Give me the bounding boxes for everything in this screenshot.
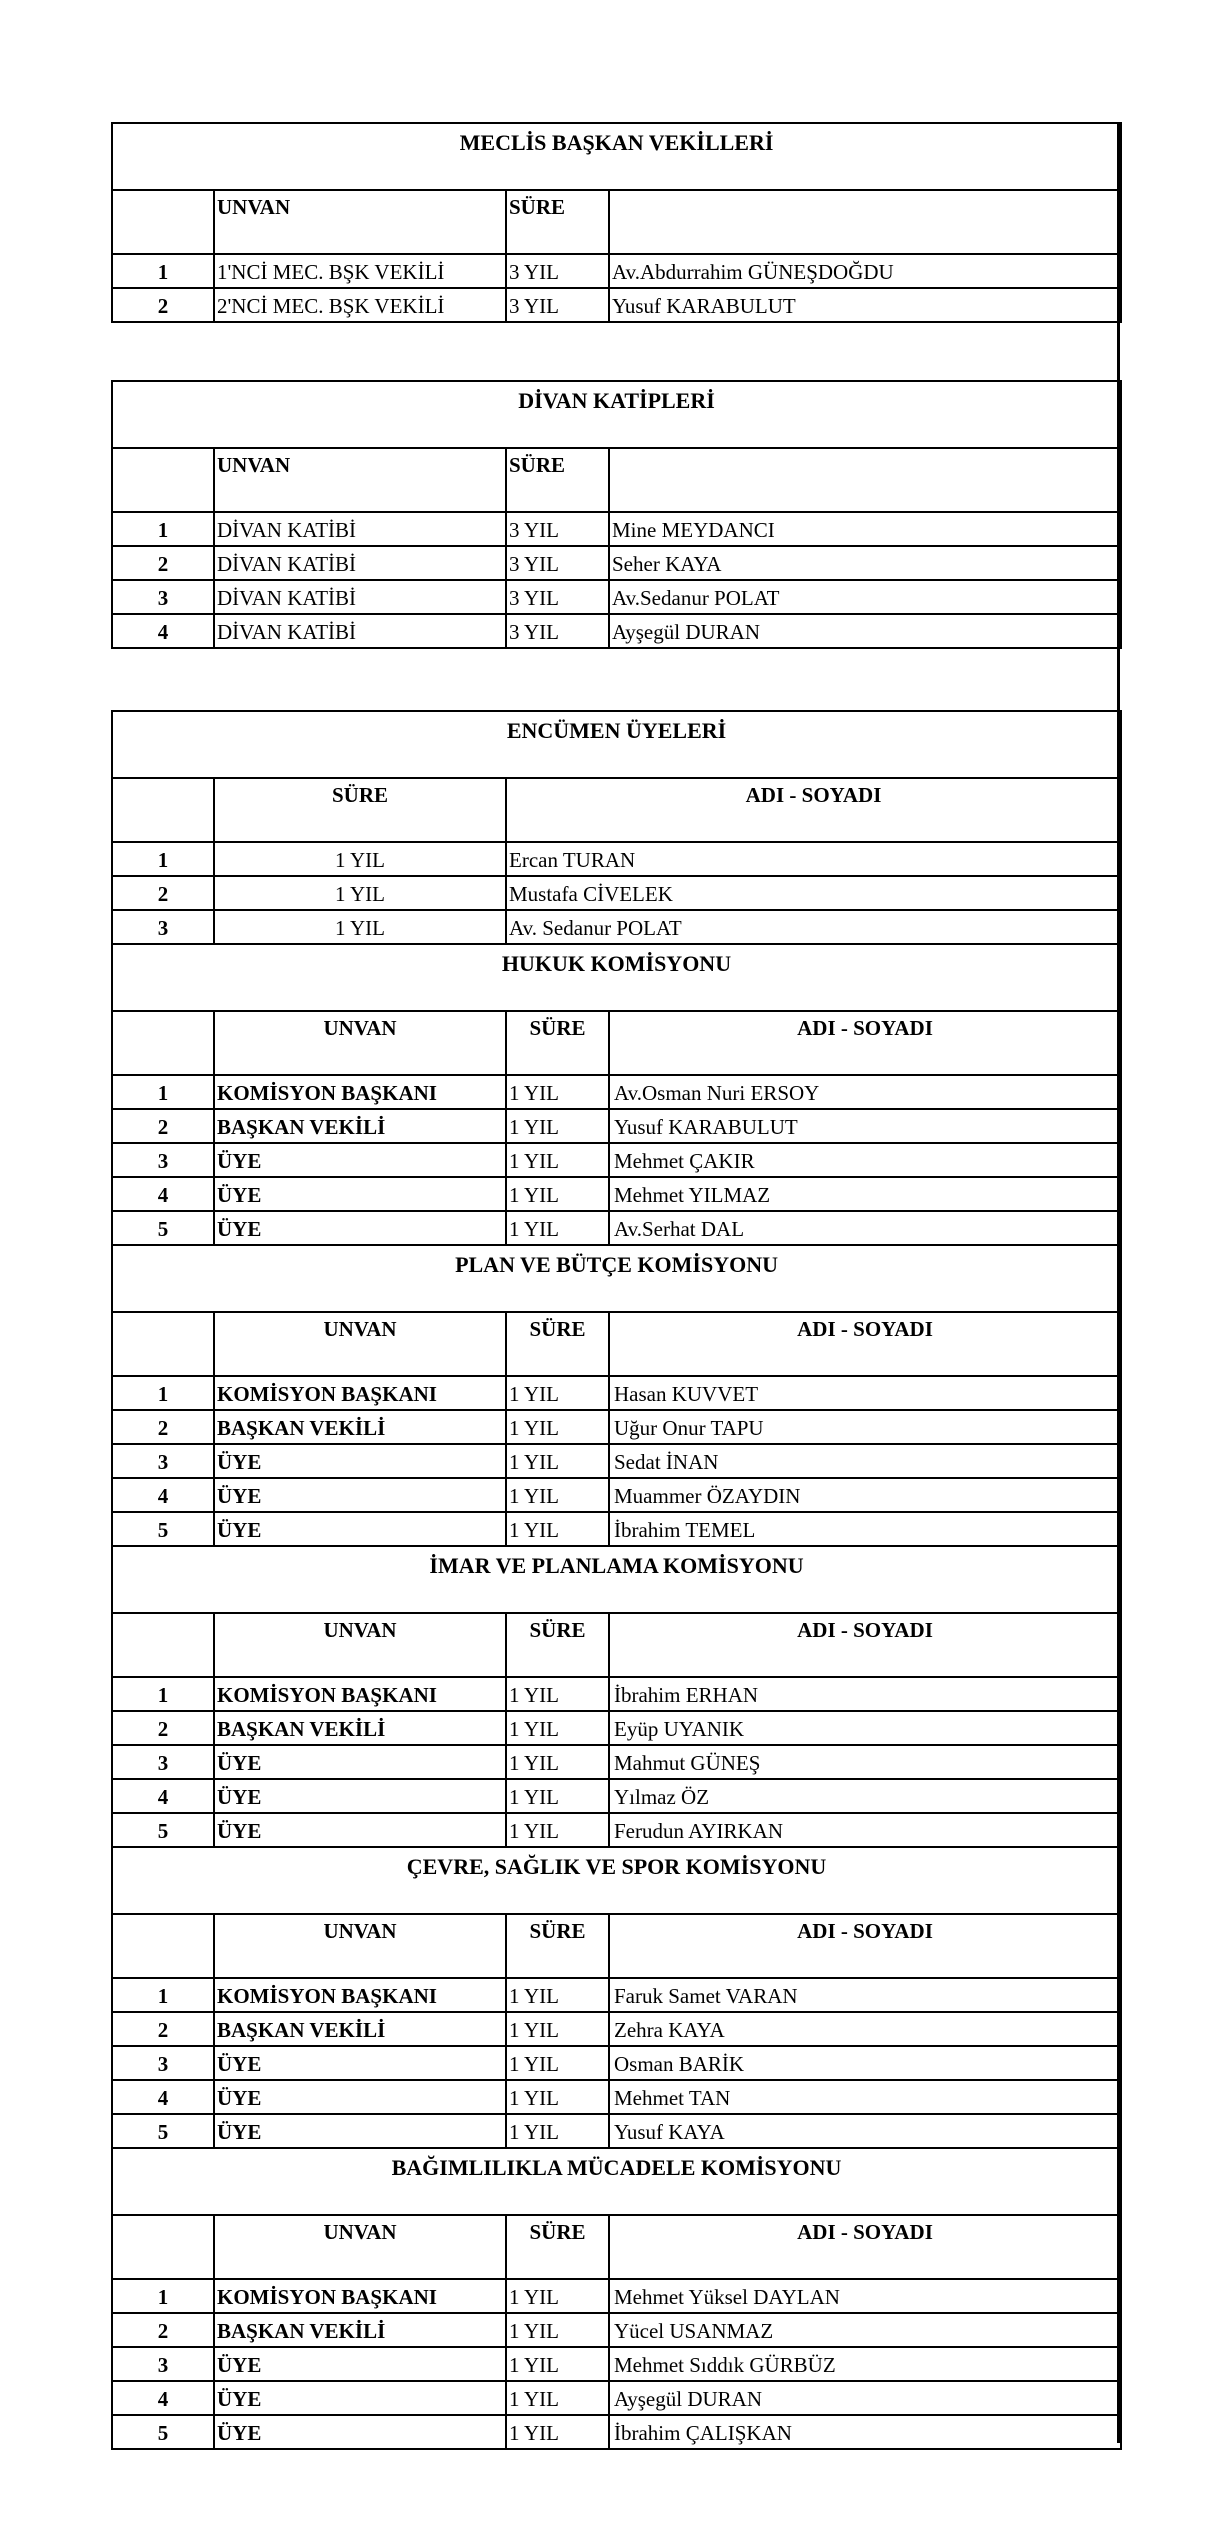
table-row xyxy=(112,1711,1121,1745)
header-ad: ADI - SOYADI xyxy=(609,1613,1121,1677)
table-row xyxy=(112,2080,1121,2114)
row-number: 2 xyxy=(112,1109,214,1143)
row-number: 4 xyxy=(112,2080,214,2114)
row-sure: 1 YIL xyxy=(506,1109,609,1143)
row-number: 1 xyxy=(112,254,214,288)
row-number: 3 xyxy=(112,1143,214,1177)
table-row xyxy=(112,1779,1121,1813)
komisyonlar-list xyxy=(111,943,1120,2450)
row-sure: 1 YIL xyxy=(506,2313,609,2347)
row-sure: 3 YIL xyxy=(506,614,609,648)
row-name: Mahmut GÜNEŞ xyxy=(609,1745,1121,1779)
row-number: 3 xyxy=(112,580,214,614)
row-unvan: ÜYE xyxy=(214,1478,506,1512)
table-row xyxy=(112,1512,1121,1546)
table-row xyxy=(112,2114,1121,2148)
row-unvan: KOMİSYON BAŞKANI xyxy=(214,2279,506,2313)
row-name: İbrahim ÇALIŞKAN xyxy=(609,2415,1121,2449)
row-name: Mehmet Sıddık GÜRBÜZ xyxy=(609,2347,1121,2381)
row-name: Eyüp UYANIK xyxy=(609,1711,1121,1745)
table-row xyxy=(112,288,1121,322)
row-number: 2 xyxy=(112,1410,214,1444)
row-unvan: BAŞKAN VEKİLİ xyxy=(214,1410,506,1444)
row-number: 2 xyxy=(112,2313,214,2347)
header-sure: SÜRE xyxy=(506,1312,609,1376)
row-name: İbrahim ERHAN xyxy=(609,1677,1121,1711)
row-name: Ferudun AYIRKAN xyxy=(609,1813,1121,1847)
row-unvan: ÜYE xyxy=(214,1512,506,1546)
header-ad: ADI - SOYADI xyxy=(609,2215,1121,2279)
row-unvan: ÜYE xyxy=(214,1813,506,1847)
row-number: 2 xyxy=(112,2012,214,2046)
row-unvan: ÜYE xyxy=(214,2046,506,2080)
row-number: 2 xyxy=(112,876,214,910)
row-sure: 1 YIL xyxy=(506,1779,609,1813)
row-name: Av.Osman Nuri ERSOY xyxy=(609,1075,1121,1109)
row-unvan: KOMİSYON BAŞKANI xyxy=(214,1075,506,1109)
row-sure: 1 YIL xyxy=(506,1745,609,1779)
table-row xyxy=(112,2415,1121,2449)
table-row xyxy=(112,910,1121,944)
table-row xyxy=(112,1745,1121,1779)
row-name: Av.Sedanur POLAT xyxy=(609,580,1121,614)
row-name: Av.Serhat DAL xyxy=(609,1211,1121,1245)
header-no xyxy=(112,2215,214,2279)
row-sure: 1 YIL xyxy=(506,1177,609,1211)
table-row xyxy=(112,546,1121,580)
row-sure: 1 YIL xyxy=(506,1444,609,1478)
row-unvan: ÜYE xyxy=(214,1745,506,1779)
header-sure: SÜRE xyxy=(506,1011,609,1075)
row-number: 3 xyxy=(112,1745,214,1779)
row-sure: 1 YIL xyxy=(506,1813,609,1847)
row-name: Sedat İNAN xyxy=(609,1444,1121,1478)
row-number: 3 xyxy=(112,2046,214,2080)
table-row xyxy=(112,580,1121,614)
header-unvan: UNVAN xyxy=(214,1011,506,1075)
header-no xyxy=(112,1011,214,1075)
table-row xyxy=(112,2347,1121,2381)
row-name: Mehmet YILMAZ xyxy=(609,1177,1121,1211)
bagimlilikla-mucadele-komisyonu-table xyxy=(111,2147,1122,2450)
header-sure: SÜRE xyxy=(506,2215,609,2279)
row-name: Faruk Samet VARAN xyxy=(609,1978,1121,2012)
row-sure: 1 YIL xyxy=(506,1075,609,1109)
header-ad: ADI - SOYADI xyxy=(609,1011,1121,1075)
meclis-baskan-vekilleri-table xyxy=(111,122,1122,323)
header-sure: SÜRE xyxy=(506,1613,609,1677)
row-unvan: ÜYE xyxy=(214,2347,506,2381)
header-sure: SÜRE xyxy=(506,448,609,512)
row-sure: 3 YIL xyxy=(506,254,609,288)
row-unvan: DİVAN KATİBİ xyxy=(214,614,506,648)
row-name: Mine MEYDANCI xyxy=(609,512,1121,546)
cevre-saglik-spor-komisyonu-table xyxy=(111,1846,1122,2149)
row-number: 4 xyxy=(112,2381,214,2415)
row-unvan: ÜYE xyxy=(214,2114,506,2148)
row-name: Av.Abdurrahim GÜNEŞDOĞDU xyxy=(609,254,1121,288)
table-row xyxy=(112,2381,1121,2415)
table-row xyxy=(112,1143,1121,1177)
row-sure: 1 YIL xyxy=(506,2381,609,2415)
row-sure: 1 YIL xyxy=(506,2415,609,2449)
row-name: Uğur Onur TAPU xyxy=(609,1410,1121,1444)
header-no xyxy=(112,448,214,512)
row-unvan: BAŞKAN VEKİLİ xyxy=(214,2012,506,2046)
section-title: PLAN VE BÜTÇE KOMİSYONU xyxy=(112,1245,1121,1312)
table-row xyxy=(112,1075,1121,1109)
header-no xyxy=(112,1613,214,1677)
header-no xyxy=(112,1914,214,1978)
table-row xyxy=(112,2012,1121,2046)
row-unvan: DİVAN KATİBİ xyxy=(214,546,506,580)
table-row xyxy=(112,512,1121,546)
row-number: 4 xyxy=(112,1779,214,1813)
header-ad xyxy=(609,190,1121,254)
row-name: Yücel USANMAZ xyxy=(609,2313,1121,2347)
table-row xyxy=(112,1109,1121,1143)
row-unvan: ÜYE xyxy=(214,1177,506,1211)
row-unvan: BAŞKAN VEKİLİ xyxy=(214,1109,506,1143)
encumen-table xyxy=(111,710,1122,945)
row-sure: 1 YIL xyxy=(506,1410,609,1444)
row-name: Osman BARİK xyxy=(609,2046,1121,2080)
table-row xyxy=(112,1376,1121,1410)
row-number: 5 xyxy=(112,2114,214,2148)
row-sure: 1 YIL xyxy=(506,1677,609,1711)
row-sure: 1 YIL xyxy=(506,1711,609,1745)
header-sure: SÜRE xyxy=(506,1914,609,1978)
table-row xyxy=(112,254,1121,288)
row-sure: 1 YIL xyxy=(506,1478,609,1512)
header-unvan: UNVAN xyxy=(214,190,506,254)
row-number: 2 xyxy=(112,1711,214,1745)
row-unvan: KOMİSYON BAŞKANI xyxy=(214,1677,506,1711)
header-unvan: UNVAN xyxy=(214,448,506,512)
header-no xyxy=(112,1312,214,1376)
row-sure: 3 YIL xyxy=(506,512,609,546)
row-unvan: DİVAN KATİBİ xyxy=(214,512,506,546)
plan-butce-komisyonu-table xyxy=(111,1244,1122,1547)
row-sure: 1 YIL xyxy=(506,1978,609,2012)
row-name: Ercan TURAN xyxy=(506,842,1121,876)
row-name: Yusuf KARABULUT xyxy=(609,288,1121,322)
header-sure: SÜRE xyxy=(214,778,506,842)
row-name: Mustafa CİVELEK xyxy=(506,876,1121,910)
row-number: 1 xyxy=(112,1075,214,1109)
row-sure: 1 YIL xyxy=(506,2046,609,2080)
row-name: Ayşegül DURAN xyxy=(609,2381,1121,2415)
header-unvan: UNVAN xyxy=(214,1613,506,1677)
row-sure: 1 YIL xyxy=(506,1376,609,1410)
header-ad: ADI - SOYADI xyxy=(506,778,1121,842)
row-number: 4 xyxy=(112,1177,214,1211)
row-sure: 1 YIL xyxy=(506,2080,609,2114)
row-name: Yılmaz ÖZ xyxy=(609,1779,1121,1813)
row-unvan: ÜYE xyxy=(214,2381,506,2415)
row-sure: 1 YIL xyxy=(506,1143,609,1177)
row-number: 5 xyxy=(112,1512,214,1546)
row-name: Mehmet ÇAKIR xyxy=(609,1143,1121,1177)
row-number: 4 xyxy=(112,614,214,648)
row-number: 3 xyxy=(112,910,214,944)
row-unvan: ÜYE xyxy=(214,2415,506,2449)
divan-katipleri-table xyxy=(111,380,1122,649)
row-number: 5 xyxy=(112,1211,214,1245)
row-sure: 3 YIL xyxy=(506,580,609,614)
row-number: 1 xyxy=(112,2279,214,2313)
row-name: Ayşegül DURAN xyxy=(609,614,1121,648)
row-name: İbrahim TEMEL xyxy=(609,1512,1121,1546)
row-unvan: ÜYE xyxy=(214,1779,506,1813)
encumen-komisyonlar-section xyxy=(111,710,1120,2450)
row-unvan: BAŞKAN VEKİLİ xyxy=(214,2313,506,2347)
row-sure: 3 YIL xyxy=(506,288,609,322)
row-sure: 1 YIL xyxy=(506,2114,609,2148)
row-number: 1 xyxy=(112,1376,214,1410)
row-name: Yusuf KARABULUT xyxy=(609,1109,1121,1143)
section-title: BAĞIMLILIKLA MÜCADELE KOMİSYONU xyxy=(112,2148,1121,2215)
row-sure: 3 YIL xyxy=(506,546,609,580)
table-row xyxy=(112,1677,1121,1711)
header-sure: SÜRE xyxy=(506,190,609,254)
section-title: HUKUK KOMİSYONU xyxy=(112,944,1121,1011)
header-unvan: UNVAN xyxy=(214,1312,506,1376)
section-title: ENCÜMEN ÜYELERİ xyxy=(112,711,1121,778)
row-unvan: ÜYE xyxy=(214,1143,506,1177)
row-sure: 1 YIL xyxy=(214,876,506,910)
row-unvan: 2'NCİ MEC. BŞK VEKİLİ xyxy=(214,288,506,322)
table-row xyxy=(112,1211,1121,1245)
hukuk-komisyonu-table xyxy=(111,943,1122,1246)
row-sure: 1 YIL xyxy=(506,2012,609,2046)
row-number: 5 xyxy=(112,2415,214,2449)
row-unvan: ÜYE xyxy=(214,1211,506,1245)
row-number: 1 xyxy=(112,1677,214,1711)
section-title: DİVAN KATİPLERİ xyxy=(112,381,1121,448)
row-sure: 1 YIL xyxy=(214,910,506,944)
row-number: 2 xyxy=(112,546,214,580)
table-row xyxy=(112,1813,1121,1847)
row-sure: 1 YIL xyxy=(506,1211,609,1245)
row-sure: 1 YIL xyxy=(214,842,506,876)
table-row xyxy=(112,1478,1121,1512)
section-title: ÇEVRE, SAĞLIK VE SPOR KOMİSYONU xyxy=(112,1847,1121,1914)
row-number: 1 xyxy=(112,842,214,876)
table-row xyxy=(112,614,1121,648)
section-title: MECLİS BAŞKAN VEKİLLERİ xyxy=(112,123,1121,190)
table-row xyxy=(112,876,1121,910)
row-number: 1 xyxy=(112,1978,214,2012)
row-name: Hasan KUVVET xyxy=(609,1376,1121,1410)
header-unvan: UNVAN xyxy=(214,2215,506,2279)
table-row xyxy=(112,2313,1121,2347)
row-name: Mehmet TAN xyxy=(609,2080,1121,2114)
header-no xyxy=(112,778,214,842)
row-unvan: KOMİSYON BAŞKANI xyxy=(214,1376,506,1410)
header-ad xyxy=(609,448,1121,512)
row-unvan: BAŞKAN VEKİLİ xyxy=(214,1711,506,1745)
section-title: İMAR VE PLANLAMA KOMİSYONU xyxy=(112,1546,1121,1613)
table-row xyxy=(112,1410,1121,1444)
row-number: 4 xyxy=(112,1478,214,1512)
table-row xyxy=(112,1978,1121,2012)
divan-katipleri-section xyxy=(111,380,1120,649)
meclis-baskan-vekilleri-section xyxy=(111,122,1120,323)
header-unvan: UNVAN xyxy=(214,1914,506,1978)
row-name: Yusuf KAYA xyxy=(609,2114,1121,2148)
header-no xyxy=(112,190,214,254)
row-number: 5 xyxy=(112,1813,214,1847)
row-sure: 1 YIL xyxy=(506,2347,609,2381)
row-unvan: KOMİSYON BAŞKANI xyxy=(214,1978,506,2012)
header-ad: ADI - SOYADI xyxy=(609,1914,1121,1978)
row-sure: 1 YIL xyxy=(506,2279,609,2313)
row-name: Seher KAYA xyxy=(609,546,1121,580)
row-number: 1 xyxy=(112,512,214,546)
row-unvan: ÜYE xyxy=(214,2080,506,2114)
table-row xyxy=(112,842,1121,876)
table-row xyxy=(112,2279,1121,2313)
row-number: 2 xyxy=(112,288,214,322)
row-name: Muammer ÖZAYDIN xyxy=(609,1478,1121,1512)
imar-planlama-komisyonu-table xyxy=(111,1545,1122,1848)
row-unvan: 1'NCİ MEC. BŞK VEKİLİ xyxy=(214,254,506,288)
row-sure: 1 YIL xyxy=(506,1512,609,1546)
table-row xyxy=(112,1177,1121,1211)
row-number: 3 xyxy=(112,1444,214,1478)
row-unvan: DİVAN KATİBİ xyxy=(214,580,506,614)
row-number: 3 xyxy=(112,2347,214,2381)
header-ad: ADI - SOYADI xyxy=(609,1312,1121,1376)
row-unvan: ÜYE xyxy=(214,1444,506,1478)
row-name: Zehra KAYA xyxy=(609,2012,1121,2046)
table-row xyxy=(112,2046,1121,2080)
row-name: Mehmet Yüksel DAYLAN xyxy=(609,2279,1121,2313)
table-row xyxy=(112,1444,1121,1478)
row-name: Av. Sedanur POLAT xyxy=(506,910,1121,944)
